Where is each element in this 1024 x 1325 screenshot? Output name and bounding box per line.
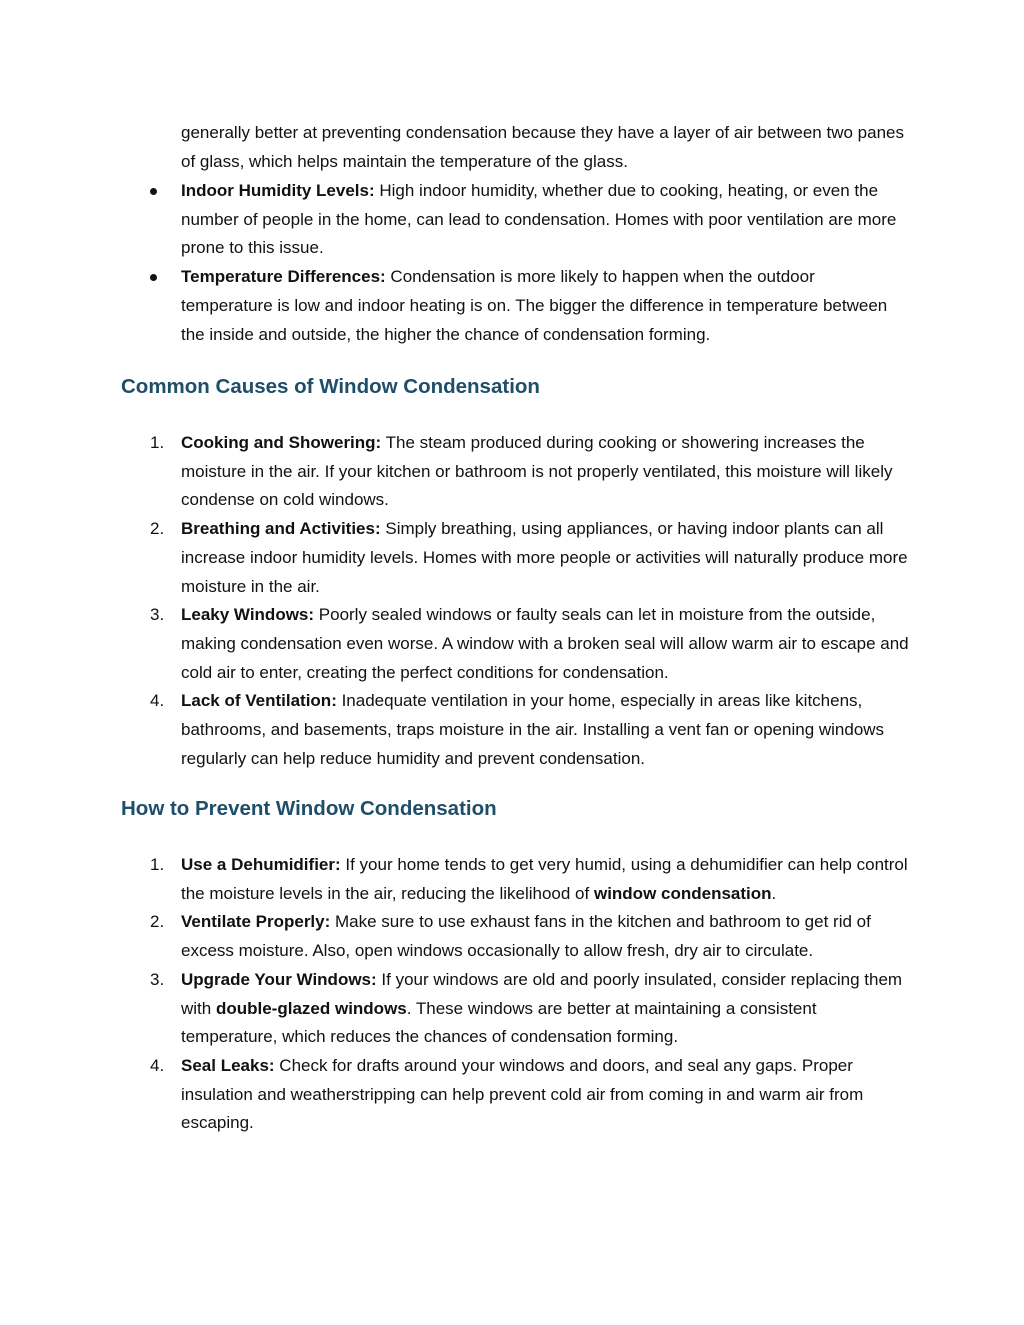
list-item-cooking-showering (0, 429, 911, 515)
item-label: Upgrade Your Windows: (181, 969, 377, 989)
item-label: Breathing and Activities: (181, 519, 381, 539)
item-text: Make sure to use exhaust fans in the kitchen and bathroom to get rid of excess moisture. Also, open windows occasionally to allow fresh, dry air to circulate. (181, 912, 871, 961)
continuation-paragraph: generally better at preventing condensation because they have a layer of air between two panes of glass, which helps maintain the temperature of the glass. (181, 123, 904, 171)
item-text-end: . These windows are better at maintaining a consistent temperature, which reduces the chances of condensation forming. (181, 998, 817, 1047)
item-bold-phrase: double-glazed windows (215, 998, 407, 1018)
list-number: 1. (150, 433, 165, 452)
item-bold-phrase: window condensation (593, 883, 772, 903)
list-number: 4. (150, 691, 165, 711)
item-label: Cooking and Showering: (181, 433, 382, 452)
item-text-end: . (771, 883, 777, 903)
bullet-text: Condensation is more likely to happen when the outdoor temperature is low and indoor heating is on. The bigger the difference in temperature between the inside and outside, the higher the chance of condensation forming. (181, 267, 888, 344)
bullet-item-temperature-differences (0, 263, 911, 349)
item-text: Simply breathing, using appliances, or having indoor plants can all increase indoor humidity levels. Homes with more people or activities will naturally produce more moisture in the air. (181, 519, 908, 596)
bullet-text: High indoor humidity, whether due to cooking, heating, or even the number of people in the home, can lead to condensation. Homes with poor ventilation are more prone to this issue. (181, 181, 897, 258)
list-number: 4. (150, 1055, 165, 1075)
prevention-numbered-list (0, 851, 1024, 1138)
factors-bullet-list (0, 177, 1024, 349)
list-item-leaky-windows (0, 601, 911, 687)
list-item-ventilate-properly (0, 908, 911, 965)
bullet-dot-icon (150, 274, 157, 281)
item-label: Leaky Windows: (181, 605, 315, 625)
item-label: Use a Dehumidifier: (181, 855, 341, 874)
list-number: 3. (150, 605, 165, 625)
item-text: If your home tends to get very humid, using a dehumidifier can help control the moisture levels in the air, reducing the likelihood of (181, 855, 908, 903)
heading-how-to-prevent: How to Prevent Window Condensation (121, 797, 497, 820)
item-label: Lack of Ventilation: (181, 691, 337, 711)
list-number: 2. (150, 519, 165, 539)
item-text: Inadequate ventilation in your home, especially in areas like kitchens, bathrooms, and basements, traps moisture in the air. Installing a vent fan or opening windows regularly can help reduce humidity and prevent condensation. (181, 691, 885, 768)
list-item-seal-leaks (0, 1052, 911, 1138)
item-label: Seal Leaks: (181, 1055, 275, 1075)
list-item-breathing-activities (0, 515, 911, 601)
item-label: Ventilate Properly: (181, 912, 331, 932)
item-text: The steam produced during cooking or showering increases the moisture in the air. If your kitchen or bathroom is not properly ventilated, this moisture will likely condense on cold windows. (181, 433, 893, 510)
item-text: If your windows are old and poorly insulated, consider replacing them with (181, 969, 903, 1018)
list-number: 1. (150, 855, 165, 874)
bullet-label: Indoor Humidity Levels: (181, 181, 375, 200)
list-item-upgrade-windows (0, 966, 911, 1052)
bullet-item-indoor-humidity (0, 177, 911, 263)
bullet-label: Temperature Differences: (181, 267, 386, 287)
bullet-dot-icon (150, 188, 157, 195)
list-item-lack-of-ventilation (0, 687, 911, 773)
list-number: 3. (150, 969, 165, 989)
causes-numbered-list (0, 429, 1024, 773)
item-text: Poorly sealed windows or faulty seals can let in moisture from the outside, making condensation even worse. A window with a broken seal will allow warm air to escape and cold air to enter, creating the perfect conditions for condensation. (181, 605, 909, 682)
item-text: Check for drafts around your windows and doors, and seal any gaps. Proper insulation and weatherstripping can help prevent cold air from coming in and warm air from escaping. (181, 1055, 864, 1133)
heading-common-causes: Common Causes of Window Condensation (121, 375, 540, 398)
list-item-use-dehumidifier (0, 851, 911, 908)
list-number: 2. (150, 912, 165, 932)
